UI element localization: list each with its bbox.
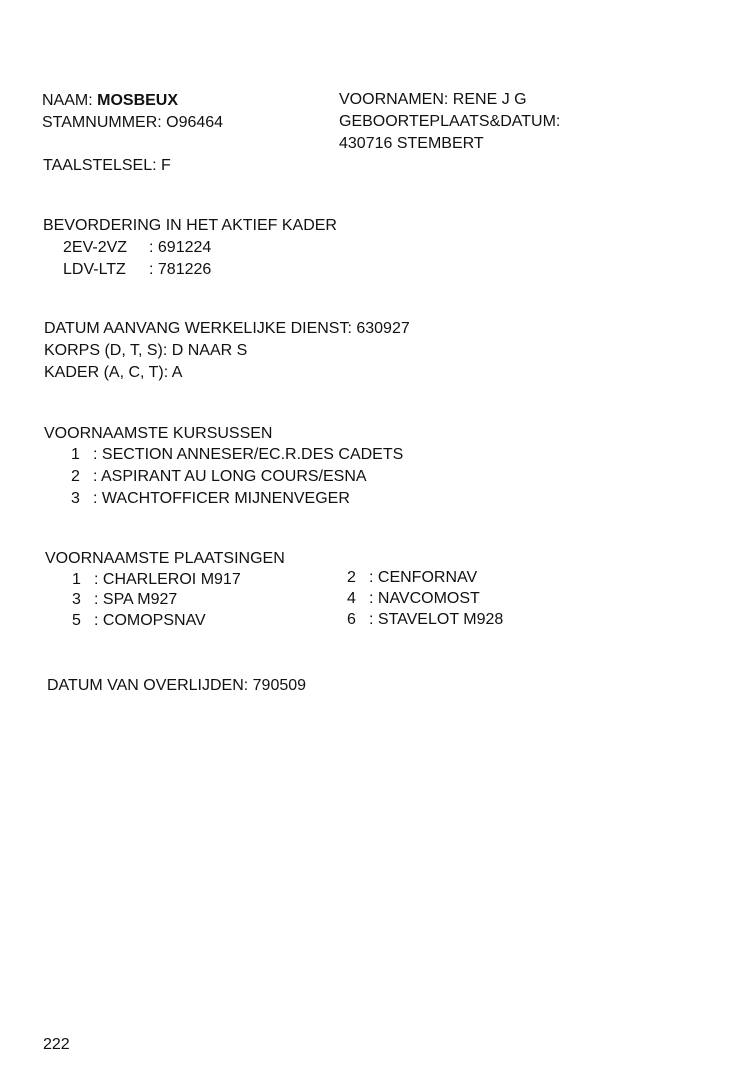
plaatsing-item — [347, 609, 503, 631]
naam-line — [42, 90, 178, 112]
datum-aanvang-dienst: DATUM AANVANG WERKELIJKE DIENST: 630927 — [44, 320, 410, 337]
korps: KORPS (D, T, S): D NAAR S — [44, 342, 248, 359]
bevordering-date: : 781226 — [149, 261, 212, 278]
plaatsing-number: 1 — [72, 571, 81, 588]
bevordering-row — [63, 237, 211, 259]
kursus-text: : ASPIRANT AU LONG COURS/ESNA — [93, 468, 367, 485]
kursussen-title: VOORNAAMSTE KURSUSSEN — [44, 425, 273, 442]
bevordering-rank: LDV-LTZ — [63, 261, 126, 278]
kursus-text: : WACHTOFFICER MIJNENVEGER — [93, 490, 350, 507]
plaatsing-item — [347, 567, 477, 589]
plaatsing-text: : COMOPSNAV — [94, 612, 206, 629]
plaatsing-text: : CENFORNAV — [369, 569, 478, 586]
kursus-text: : SECTION ANNESER/EC.R.DES CADETS — [93, 446, 404, 463]
voornamen: VOORNAMEN: RENE J G — [339, 91, 527, 108]
naam-label: NAAM: — [42, 92, 93, 109]
taalstelsel: TAALSTELSEL: F — [43, 157, 171, 174]
stamnummer: STAMNUMMER: O96464 — [42, 114, 224, 131]
kursus-item — [71, 444, 403, 466]
plaatsing-number: 2 — [347, 569, 356, 586]
geboorte-value: 430716 STEMBERT — [339, 135, 484, 152]
datum-overlijden: DATUM VAN OVERLIJDEN: 790509 — [47, 677, 307, 694]
plaatsing-item — [72, 610, 206, 632]
kursus-item — [71, 466, 367, 488]
kursus-item — [71, 488, 350, 510]
kursus-number: 3 — [71, 490, 80, 507]
plaatsing-item — [72, 589, 177, 611]
plaatsing-item — [347, 588, 480, 610]
plaatsing-item — [72, 569, 241, 591]
plaatsing-text: : CHARLEROI M917 — [94, 571, 241, 588]
plaatsingen-title: VOORNAAMSTE PLAATSINGEN — [45, 550, 285, 567]
page-number: 222 — [43, 1036, 70, 1053]
kursus-number: 1 — [71, 446, 80, 463]
kursus-number: 2 — [71, 468, 80, 485]
plaatsing-number: 6 — [347, 611, 356, 628]
bevordering-row — [63, 259, 211, 281]
plaatsing-number: 3 — [72, 591, 81, 608]
plaatsing-number: 5 — [72, 612, 81, 629]
kader: KADER (A, C, T): A — [44, 364, 183, 381]
bevordering-date: : 691224 — [149, 239, 212, 256]
bevordering-title: BEVORDERING IN HET AKTIEF KADER — [43, 217, 337, 234]
naam-value: MOSBEUX — [97, 92, 179, 109]
bevordering-rank: 2EV-2VZ — [63, 239, 128, 256]
geboorte-label: GEBOORTEPLAATS&DATUM: — [339, 113, 561, 130]
plaatsing-text: : SPA M927 — [94, 591, 178, 608]
plaatsing-number: 4 — [347, 590, 356, 607]
plaatsing-text: : NAVCOMOST — [369, 590, 480, 607]
plaatsing-text: : STAVELOT M928 — [369, 611, 504, 628]
